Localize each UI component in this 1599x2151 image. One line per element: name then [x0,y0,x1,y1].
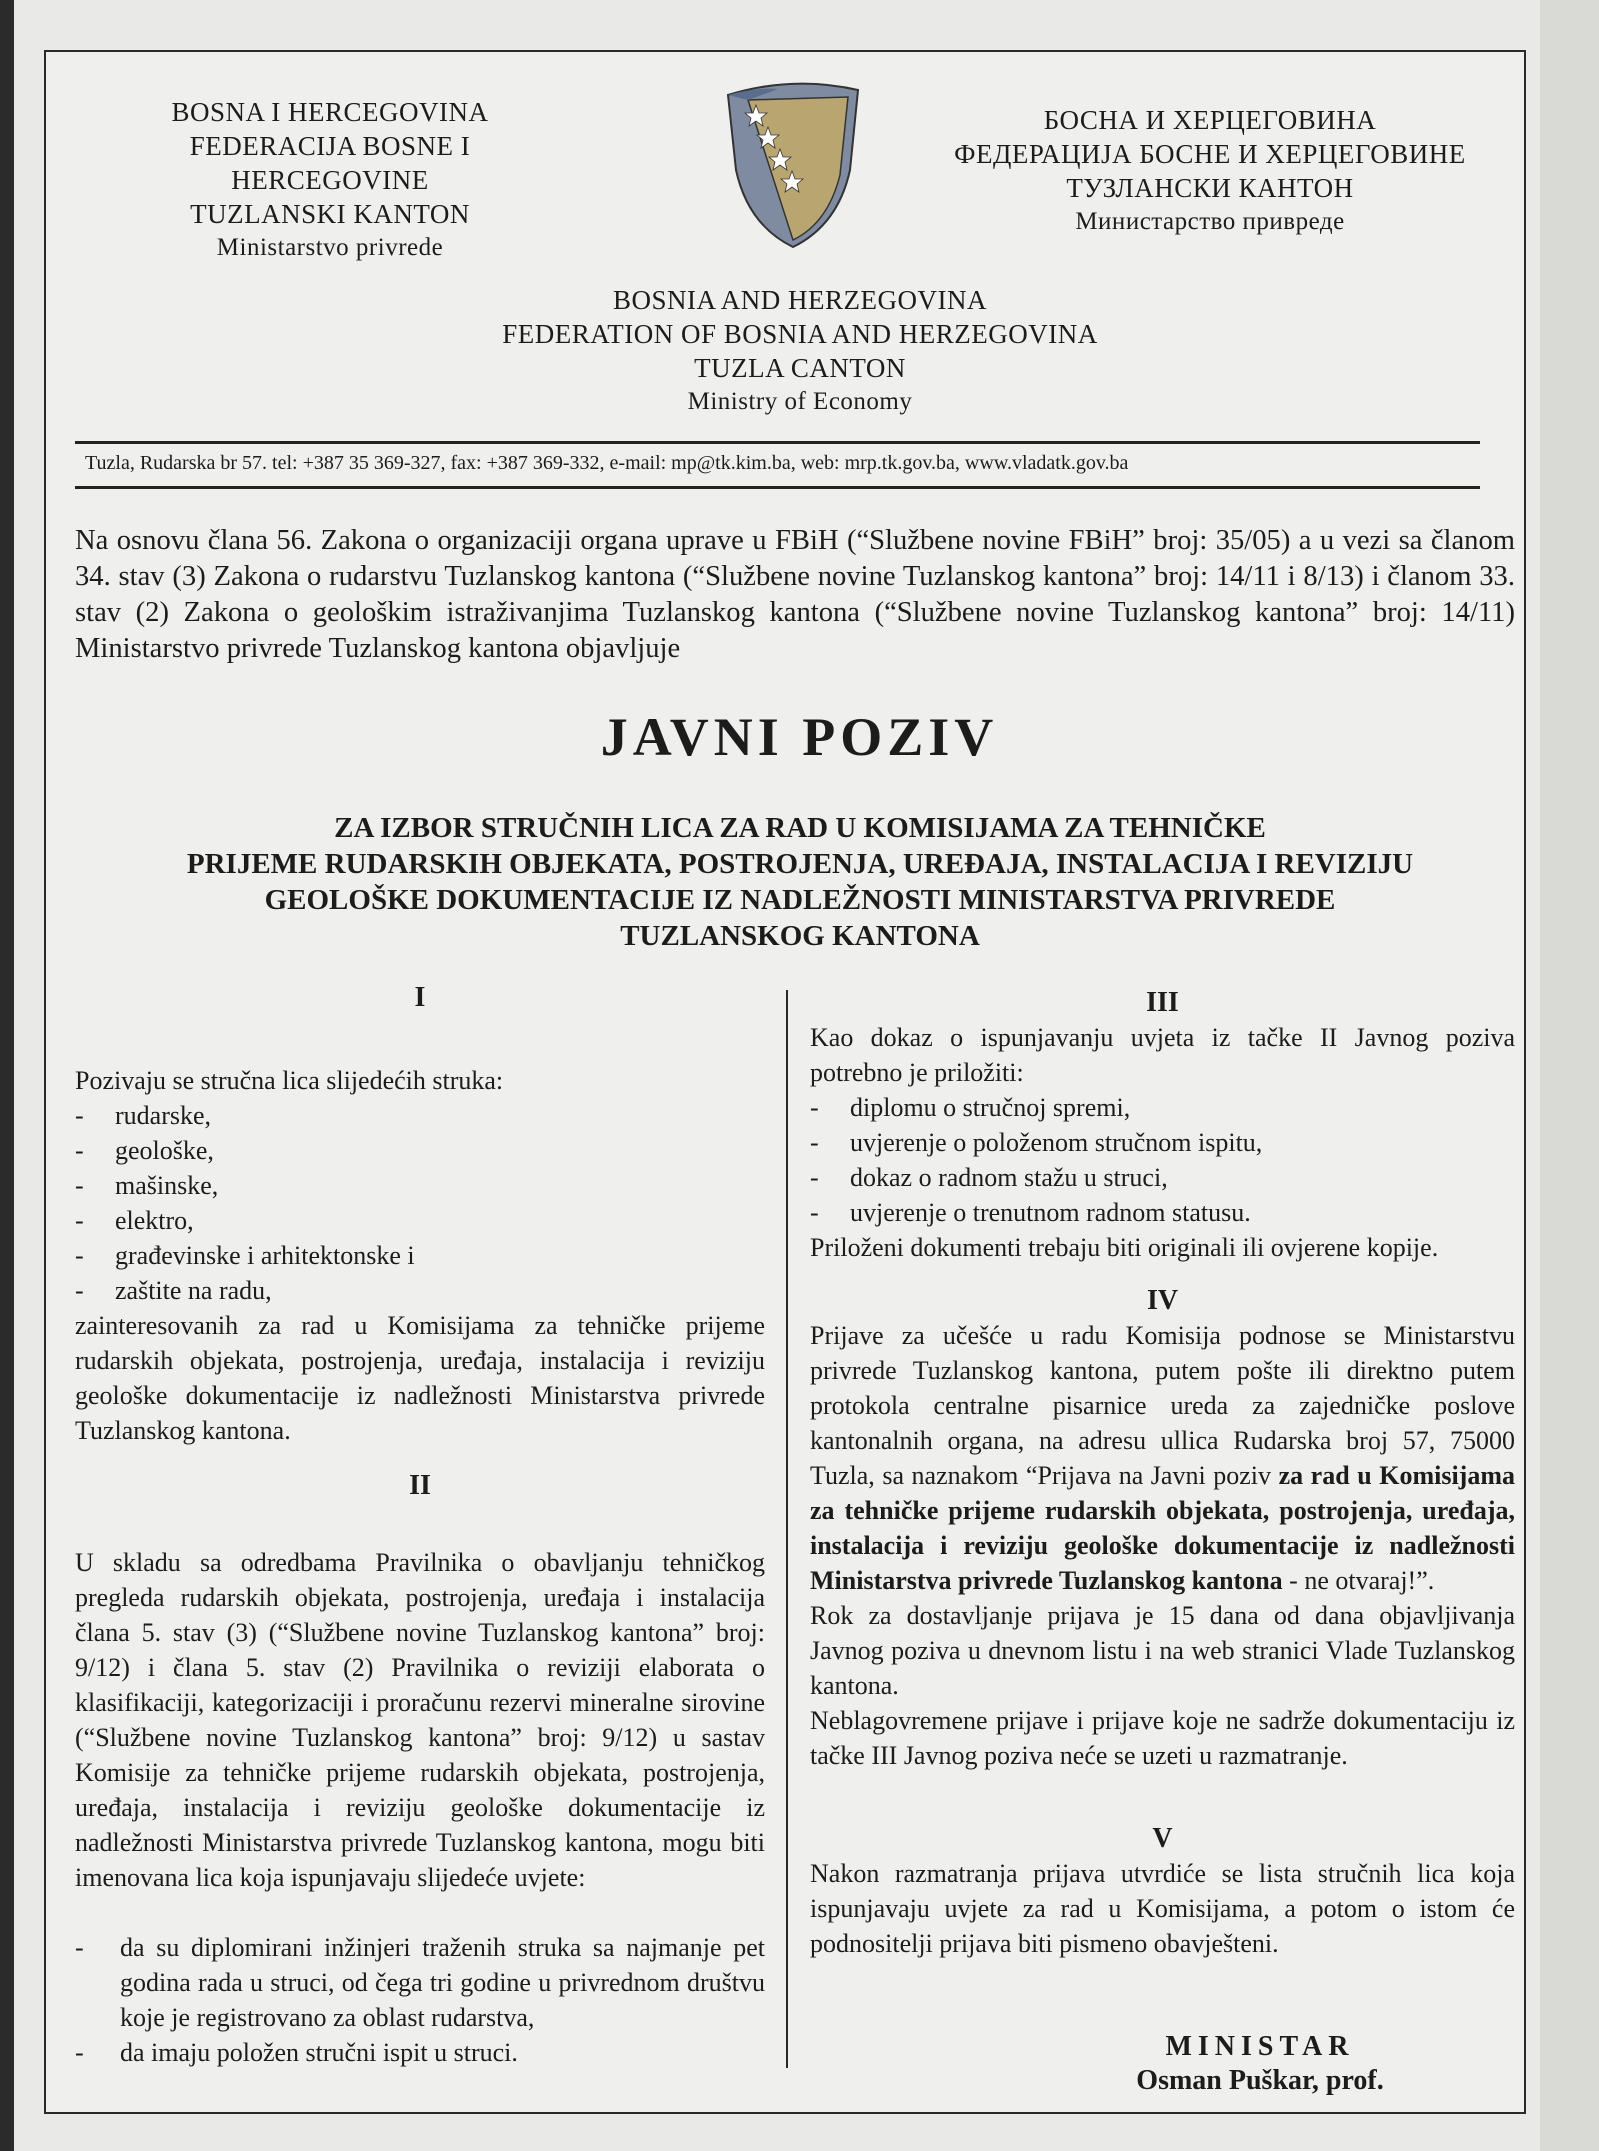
page-edge-left [0,0,14,2151]
list-item-text: uvjerenje o položenom stručnom ispitu, [850,1128,1263,1157]
list-item: - građevinske i arhitektonske i [75,1238,765,1273]
subtitle-line: TUZLANSKOG KANTONA [620,920,980,952]
section4-late: Neblagovremene prijave i prijave koje ne sadrže dokumentaciju iz tačke III Javnog poziva neće se uzeti u razmatranje. [810,1706,1515,1770]
section-number: V [1152,1823,1173,1854]
list-item: - da imaju položen stručni ispit u struci. [75,2035,765,2070]
list-item: - uvjerenje o položenom stručnom ispitu, [810,1125,1515,1160]
section5-text: Nakon razmatranja prijava utvrdiće se lista stručnih lica koja ispunjavaju uvjete za rad u Komisijama, a potom o istom će podnositelji prijava biti pismeno obavješteni. [810,1859,1515,1958]
section4-text-a: Prijave za učešće u radu Komisija podnose se Ministarstvu privrede Tuzlanskog kantona, putem pošte ili direktno putem protokola centralne pisarnice ureda za zajedničke poslove kantonalnih organa, na adresu ullica Rudarska broj 57, 75000 Tuzla, sa naznakom “Prijava na Javni poziv [810,1321,1515,1490]
list-item-text: uvjerenje o trenutnom radnom statusu. [850,1198,1251,1227]
list-item-text: geološke, [115,1136,214,1165]
header-ministry: Министарство привреде [1075,208,1345,235]
signature-name: Osman Puškar, prof. [1136,2065,1384,2096]
list-item-text: rudarske, [115,1101,212,1130]
header-ministry: Ministry of Economy [687,388,913,415]
notice-subtitle [60,810,1540,954]
subtitle-line: ZA IZBOR STRUČNIH LICA ZA RAD U KOMISIJAMA ZA TEHNIČKE [334,812,1266,844]
section-number: II [409,1470,431,1501]
list-item-text: da imaju položen stručni ispit u struci. [120,2038,518,2067]
header-cyrillic [930,103,1490,239]
section-number: I [414,982,426,1013]
list-item-text: građevinske i arhitektonske i [115,1241,415,1270]
list-item: - geološke, [75,1133,765,1168]
list-item: - uvjerenje o trenutnom radnom statusu. [810,1195,1515,1230]
header-line: TUZLANSKI KANTON [190,199,470,229]
section4-text-b: - ne otvaraj!”. [1289,1566,1435,1595]
list-item: - mašinske, [75,1168,765,1203]
subtitle-line: GEOLOŠKE DOKUMENTACIJE IZ NADLEŽNOSTI MINISTARSTVA PRIVREDE [264,884,1336,916]
signature-title: MINISTAR [1165,2031,1355,2062]
left-column [75,980,765,2070]
header-line: FEDERATION OF BOSNIA AND HERZEGOVINA [502,319,1098,349]
list-item: - da su diplomirani inžinjeri traženih struka sa najmanje pet godina rada u struci, od čega tri godine u privrednom društvu koje je registrovano za oblast rudarstva, [75,1930,765,2035]
column-divider [786,990,788,2068]
section4-deadline: Rok za dostavljanje prijava je 15 dana od dana objavljivanja Javnog poziva u dnevnom listu i na web stranici Vlade Tuzlanskog kantona. [810,1601,1515,1700]
section1-tail: zainteresovanih za rad u Komisijama za tehničke prijeme rudarskih objekata, postrojenja, uređaja, instalacija i reviziju geološke dokumentacije iz nadležnosti Ministarstva privrede Tuzlanskog kantona. [75,1311,765,1445]
section4-text-bold: za rad u Komisijama za tehničke prijeme rudarskih objekata, postrojenja, uređaja, instalacija i reviziju geološke dokumentacije iz nadležnosti Ministarstva privrede Tuzlanskog kantona [810,1461,1515,1595]
header-line: БОСНА И ХЕРЦЕГОВИНА [1043,105,1377,135]
section-number: IV [1146,1285,1179,1316]
header-bosnian [95,95,565,265]
notice-title: JAVNI POZIV [600,707,999,767]
list-item-text: diplomu o stručnoj spremi, [850,1093,1131,1122]
section2-text: U skladu sa odredbama Pravilnika o obavljanju tehničkog pregleda rudarskih objekata, postrojenja, uređaja i instalacija člana 5. stav (3) (“Službene novine Tuzlanskog kantona” broj: 9/12) i člana 5. stav (2) Pravilnika o reviziji elaborata o klasifikaciji, kategorizaciji i proračunu rezervi mineralne sirovine (“Službene novine Tuzlanskog kantona” broj: 9/12) u sastav Komisije za tehničke prijeme rudarskih objekata, postrojenja, uređaja, instalacija i reviziju geološke dokumentacije iz nadležnosti Ministarstva privrede Tuzlanskog kantona, mogu biti imenovana lica koja ispunjavaju slijedeće uvjete: [75,1548,765,1892]
list-item: - rudarske, [75,1098,765,1133]
header-line: BOSNA I HERCEGOVINA [171,97,489,127]
list-item-text: dokaz o radnom stažu u struci, [850,1163,1168,1192]
section4-text [810,1318,1515,1598]
header-english [430,283,1170,419]
header-ministry: Ministarstvo privrede [216,234,444,261]
list-item-text: zaštite na radu, [115,1276,272,1305]
contact-line: Tuzla, Rudarska br 57. tel: +387 35 369-327, fax: +387 369-332, e-mail: mp@tk.kim.ba, web: mrp.tk.gov.ba, www.vladatk.gov.ba [85,452,1129,474]
page-edge-right [1540,0,1599,2151]
section3-lead: Kao dokaz o ispunjavanju uvjeta iz tačke II Javnog poziva potrebno je priložiti: [810,1023,1515,1087]
header-line: BOSNIA AND HERZEGOVINA [613,285,987,315]
list-item: - elektro, [75,1203,765,1238]
list-item: - diplomu o stručnoj spremi, [810,1090,1515,1125]
coat-of-arms-icon [718,75,868,250]
section-number: III [1146,987,1179,1018]
intro-paragraph: Na osnovu člana 56. Zakona o organizaciji organa uprave u FBiH (“Službene novine FBiH” broj: 35/05) a u vezi sa članom 34. stav (3) Zakona o rudarstvu Tuzlanskog kantona (“Službene novine Tuzlanskog kantona” broj: 14/11 i 8/13) i članom 33. stav (2) Zakona o geološkim istraživanjima Tuzlanskog kantona (“Službene novine Tuzlanskog kantona” broj: 14/11) Ministarstvo privrede Tuzlanskog kantona objavljuje [75,525,1515,664]
header-line: FEDERACIJA BOSNE I HERCEGOVINE [189,131,471,195]
header-line: ТУЗЛАНСКИ КАНТОН [1066,173,1354,203]
right-column [810,985,1515,1961]
list-item-text: da su diplomirani inžinjeri traženih struka sa najmanje pet godina rada u struci, od čega tri godine u privrednom društvu koje je registrovano za oblast rudarstva, [120,1933,765,2032]
list-item-text: elektro, [115,1206,194,1235]
section1-lead: Pozivaju se stručna lica slijedećih struka: [75,1066,504,1095]
signature-block [1100,2030,1420,2098]
divider-rule [75,441,1480,444]
list-item: - zaštite na radu, [75,1273,765,1308]
header-line: ФЕДЕРАЦИЈА БОСНЕ И ХЕРЦЕГОВИНЕ [954,139,1466,169]
subtitle-line: PRIJEME RUDARSKIH OBJEKATA, POSTROJENJA, UREĐAJA, INSTALACIJA I REVIZIJU [186,848,1414,880]
list-item: - dokaz o radnom stažu u struci, [810,1160,1515,1195]
section3-tail: Priloženi dokumenti trebaju biti originali ili ovjerene kopije. [810,1233,1439,1262]
list-item-text: mašinske, [115,1171,219,1200]
header-line: TUZLA CANTON [694,353,906,383]
divider-rule [75,486,1480,489]
